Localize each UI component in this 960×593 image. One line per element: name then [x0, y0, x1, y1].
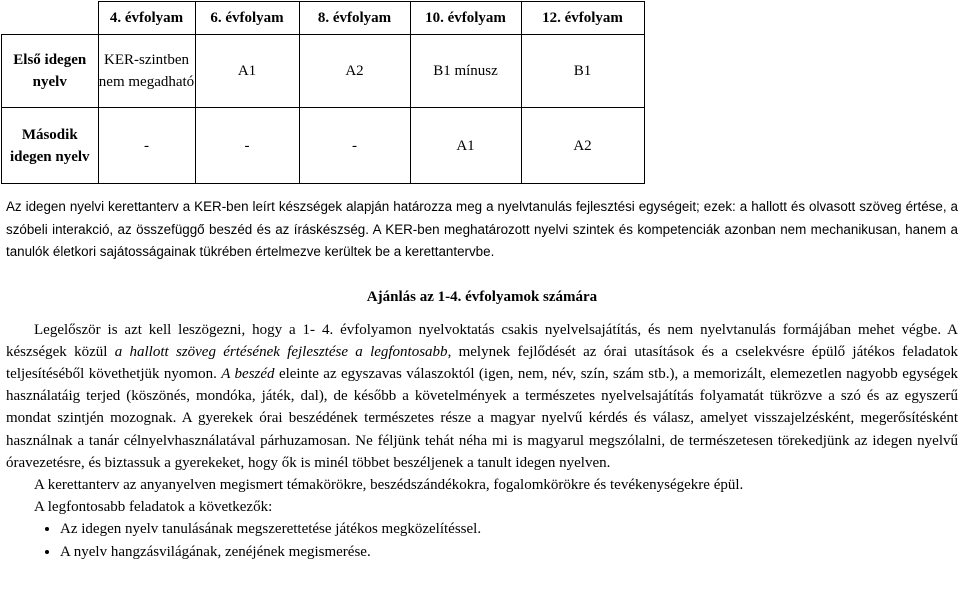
section-paragraph: A kerettanterv az anyanyelven megismert témakörökre, beszédszándékokra, fogalomkörökre és tevékenységekre épül. — [34, 476, 744, 493]
table-header-cell: 12. évfolyam — [521, 2, 644, 35]
intro-text-2: A KER-ben meghatározott nyelvi szintek és kompetenciák azonban nem mechanikusan, hanem a tanulók életkori sajátosságainak tükrében értelmezve kerültek be a kerettantervbe. — [6, 221, 958, 259]
row-label: Második idegen nyelv — [2, 108, 99, 184]
emphasis-text: a hallott szöveg értésének fejlesztése a legfontosabb — [114, 343, 448, 360]
table-cell: A1 — [195, 35, 299, 108]
table-cell: A2 — [521, 108, 644, 184]
table-corner — [2, 2, 99, 35]
task-list — [6, 518, 958, 562]
table-cell: - — [98, 108, 195, 184]
table-header-cell: 8. évfolyam — [299, 2, 410, 35]
intro-text-1: Az idegen nyelvi kerettanterv a KER-ben leírt készségek alapján határozza meg a nyelvtanulás fejlesztési egységeit; ezek: a hallott és olvasott szöveg értése, a szóbeli interakció, az összefüggő beszéd és az íráskészség. — [6, 199, 958, 237]
paragraph-text: , melynek fejlődését az órai utasítások és a cselekvésre épülő játékos feladatok teljesítéséből követhetjük nyomon. — [6, 343, 958, 382]
row-label: Első idegen nyelv — [2, 35, 99, 108]
table-header-row — [2, 2, 645, 35]
section-heading: Ajánlás az 1-4. évfolyamok számára — [366, 288, 598, 305]
table-cell: - — [299, 108, 410, 184]
table-cell: B1 mínusz — [410, 35, 521, 108]
table-cell: KER-szintben nem megadható — [98, 35, 195, 108]
level-table — [1, 1, 645, 184]
emphasis-text: A beszéd — [221, 365, 275, 382]
document-body — [6, 196, 958, 563]
table-cell: A1 — [410, 108, 521, 184]
intro-paragraph — [6, 196, 958, 264]
paragraph-text: Legelőször is azt kell leszögezni, hogy a 1- 4. évfolyamon nyelvoktatás csakis nyelvelsajátítás, és nem nyelvtanulás formájában mehet végbe. — [34, 321, 942, 338]
paragraph-text: A készségek közül — [6, 321, 958, 360]
list-item: • Az idegen nyelv tanulásának megszerettetése játékos megközelítéssel. — [60, 518, 958, 540]
table-row — [2, 108, 645, 184]
table-cell: B1 — [521, 35, 644, 108]
table-cell: - — [195, 108, 299, 184]
section-paragraph: A legfontosabb feladatok a következők: — [34, 499, 273, 516]
table-row — [2, 35, 645, 108]
table-header-cell: 6. évfolyam — [195, 2, 299, 35]
table-cell: A2 — [299, 35, 410, 108]
paragraph-text: eleinte az egyszavas válaszoktól (igen, nem, név, szín, szám stb.), a memorizált, elemezetlen nagyobb egységek használatáig terjed (köszönés, mondóka, játék, dal), de később a követelmények a természetes nyelvelsajátítás folyamatát tükrözve a szó és az egyszerű mondat szintjén mozognak. A gyerekek órai beszédének természetes része a magyar nyelvű kérdés és válasz, amelyet visszajelzésként, megerősítésként használnak a tanár célnyelvhasználatával párhuzamosan. Ne féljünk tehát néha mi is magyarul megszólalni, de természetesen törekedjünk az idegen nyelvű óravezetésre, és biztassuk a gyerekeket, hogy ők is minél többet beszéljenek a tanult idegen nyelven. — [6, 365, 959, 471]
list-item: • A nyelv hangzásvilágának, zenéjének megismerése. — [60, 541, 958, 563]
table-header-cell: 10. évfolyam — [410, 2, 521, 35]
section-paragraph — [6, 319, 958, 474]
table-header-cell: 4. évfolyam — [98, 2, 195, 35]
